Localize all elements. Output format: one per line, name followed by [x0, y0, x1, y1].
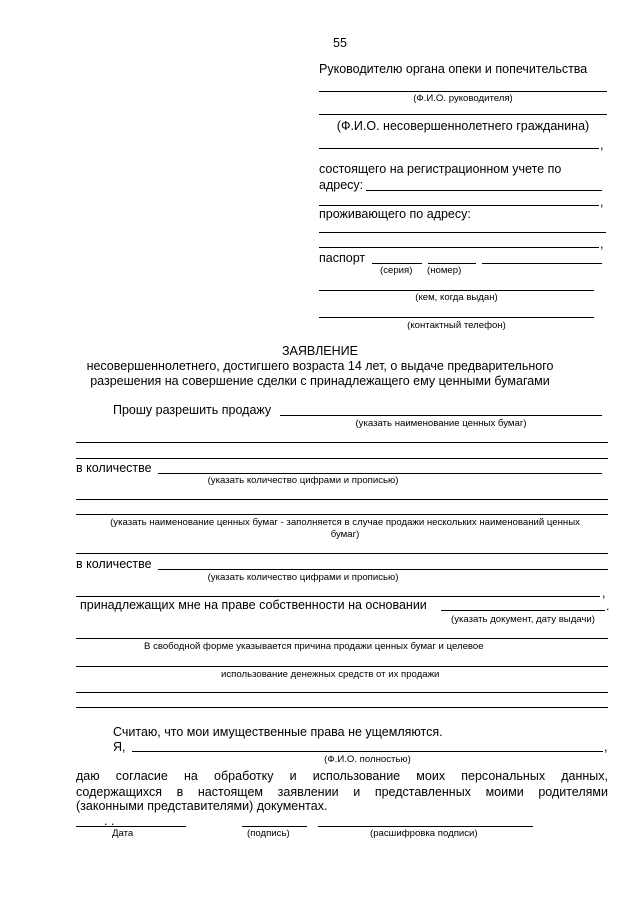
securities-line-2[interactable]: [76, 442, 608, 443]
comma: ,: [600, 195, 604, 209]
comma: ,: [604, 740, 608, 754]
ownership-doc-line[interactable]: [441, 610, 605, 611]
comma: ,: [600, 237, 604, 251]
quantity-hint-2: (указать количество цифрами и прописью): [207, 572, 399, 583]
title-line-1: несовершеннолетнего, достигшего возраста 14 лет, о выдаче предварительного: [86, 359, 554, 373]
date-line[interactable]: [76, 826, 186, 827]
residing-address-line[interactable]: [319, 232, 606, 233]
quantity-label: в количестве: [76, 461, 152, 475]
i-label: Я,: [113, 740, 126, 754]
comma: ,: [600, 138, 604, 152]
blank-line[interactable]: [76, 707, 608, 708]
quantity-label-2: в количестве: [76, 557, 152, 571]
date-dots: . .: [104, 814, 115, 828]
quantity-line[interactable]: [158, 473, 602, 474]
head-name-line[interactable]: [319, 91, 607, 92]
page-number: 55: [333, 36, 347, 50]
consent-line-1: даю согласие на обработку и использование моих персональных данных,: [76, 769, 608, 783]
registered-label-1: состоящего на регистрационном учете по: [319, 162, 562, 176]
multi-securities-hint-1: (указать наименование ценных бумаг - заполняется в случае продажи нескольких наименований ценных: [110, 517, 580, 528]
ownership-label: принадлежащих мне на праве собственности на основании: [80, 598, 427, 612]
comma: ,: [602, 586, 606, 600]
blank-line[interactable]: [76, 666, 608, 667]
period: .: [606, 599, 610, 613]
registered-label-2: адресу:: [319, 178, 364, 192]
phone-hint: (контактный телефон): [407, 320, 506, 331]
head-name-hint: (Ф.И.О. руководителя): [413, 93, 513, 104]
full-name-hint: (Ф.И.О. полностью): [324, 754, 411, 765]
title-line-2: разрешения на совершение сделки с принадлежащего ему ценными бумагами: [90, 374, 550, 388]
registered-address-line[interactable]: [366, 190, 602, 191]
blank-line[interactable]: [76, 514, 608, 515]
phone-line[interactable]: [319, 317, 594, 318]
securities-hint: (указать наименование ценных бумаг): [355, 418, 527, 429]
minor-name-hint: (Ф.И.О. несовершеннолетнего гражданина): [336, 119, 590, 133]
passport-series-line[interactable]: [372, 263, 422, 264]
minor-name-line-2[interactable]: [319, 148, 599, 149]
blank-line[interactable]: [76, 499, 608, 500]
residing-label: проживающего по адресу:: [319, 207, 471, 221]
residing-address-line-2[interactable]: [319, 247, 599, 248]
reason-hint-2: использование денежных средств от их продажи: [221, 669, 440, 680]
quantity-line-2[interactable]: [158, 569, 608, 570]
signature-line[interactable]: [242, 826, 307, 827]
blank-line[interactable]: [76, 692, 608, 693]
consent-line-2: содержащихся в настоящем заявлении и представленных моими родителями: [76, 785, 608, 799]
doc-hint: (указать документ, дату выдачи): [451, 614, 595, 625]
signature-decode-line[interactable]: [318, 826, 533, 827]
multi-securities-hint-2: бумаг): [330, 529, 360, 540]
minor-name-line[interactable]: [319, 114, 607, 115]
blank-line[interactable]: [76, 638, 608, 639]
blank-line[interactable]: [76, 596, 600, 597]
decode-label: (расшифровка подписи): [370, 828, 478, 839]
issued-line[interactable]: [319, 290, 594, 291]
consent-line-3: (законными представителями) документах.: [76, 799, 328, 813]
addressee: Руководителю органа опеки и попечительства: [319, 62, 588, 76]
blank-line[interactable]: [76, 553, 608, 554]
reason-hint-1: В свободной форме указывается причина продажи ценных бумаг и целевое: [144, 641, 484, 652]
passport-extra-line[interactable]: [482, 263, 602, 264]
passport-label: паспорт: [319, 251, 366, 265]
securities-name-line[interactable]: [280, 415, 602, 416]
full-name-line[interactable]: [132, 751, 603, 752]
date-label: Дата: [112, 828, 134, 839]
series-hint: (серия): [380, 265, 413, 276]
securities-line-3[interactable]: [76, 458, 608, 459]
signature-label: (подпись): [247, 828, 290, 839]
number-hint: (номер): [427, 265, 462, 276]
rights-statement: Считаю, что мои имущественные права не ущемляются.: [113, 725, 443, 739]
request-label: Прошу разрешить продажу: [113, 403, 272, 417]
passport-number-line[interactable]: [428, 263, 476, 264]
document-title: ЗАЯВЛЕНИЕ: [281, 344, 358, 358]
quantity-hint: (указать количество цифрами и прописью): [207, 475, 399, 486]
registered-address-line-2[interactable]: [319, 205, 599, 206]
issued-hint: (кем, когда выдан): [415, 292, 498, 303]
